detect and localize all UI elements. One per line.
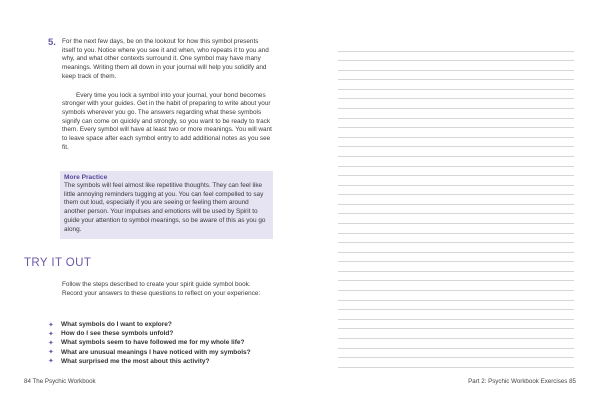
right-footer: Part 2: Psychic Workbook Exercises 85: [468, 378, 576, 385]
step-5: [48, 37, 272, 152]
intro-text: Follow the steps described to create your spirit guide symbol book. Record your answers to these questions to reflect on your experience:: [62, 281, 261, 297]
writing-line: [338, 42, 574, 52]
writing-line: [338, 339, 574, 349]
more-practice-box: [60, 171, 273, 239]
writing-line: [338, 291, 574, 301]
body-paragraph: Every time you lock a symbol into your journal, your bond becomes stronger with your guides. Get in the habit of preparing to write about your symbols wherever you go. The answers regarding what these symbols signify can come on quickly and strongly, so you want to be ready to track them. Every symbol will have at least two or more meanings. You will want to leave space after each symbol entry to add additional notes as you see fit.: [62, 91, 272, 151]
writing-line: [338, 281, 574, 291]
step-text: For the next few days, be on the lookout for how this symbol presents itself to you. Notice where you see it and when, who repeats it to you and why, and what other contexts surround it. One symbol may have many meanings. Writing them all down in your journal will help you solidify and keep track of them.: [62, 38, 269, 80]
writing-line: [338, 167, 574, 177]
writing-line: [338, 138, 574, 148]
writing-line: [338, 262, 574, 272]
writing-line: [338, 61, 574, 71]
question-list: [48, 320, 288, 366]
left-footer: 84 The Psychic Workbook: [24, 378, 96, 385]
ruled-writing-lines: [338, 42, 574, 368]
writing-line: [338, 195, 574, 205]
writing-line: [338, 119, 574, 129]
writing-line: [338, 224, 574, 234]
writing-line: [338, 147, 574, 157]
writing-line: [338, 52, 574, 62]
writing-line: [338, 90, 574, 100]
writing-line: [338, 80, 574, 90]
writing-line: [338, 109, 574, 119]
intro-text-block: [62, 281, 272, 298]
question-item: [48, 357, 288, 366]
question-text: What symbols do I want to explore?: [61, 321, 172, 329]
star-bullet-icon: ✦: [48, 339, 54, 347]
star-bullet-icon: ✦: [48, 330, 54, 338]
writing-line: [338, 349, 574, 359]
writing-line: [338, 358, 574, 368]
writing-line: [338, 301, 574, 311]
section-heading: TRY IT OUT: [24, 257, 92, 269]
question-item: [48, 338, 288, 347]
question-text: What are unusual meanings I have noticed with my symbols?: [61, 348, 251, 356]
question-text: What symbols seem to have followed me for my whole life?: [61, 339, 245, 347]
question-text: What surprised me the most about this activity?: [61, 357, 210, 365]
writing-line: [338, 310, 574, 320]
writing-line: [338, 128, 574, 138]
star-bullet-icon: ✦: [48, 321, 54, 329]
writing-line: [338, 214, 574, 224]
writing-line: [338, 99, 574, 109]
writing-line: [338, 205, 574, 215]
star-bullet-icon: ✦: [48, 358, 54, 366]
writing-line: [338, 253, 574, 263]
question-text: How do I see these symbols unfold?: [61, 330, 174, 338]
writing-line: [338, 71, 574, 81]
question-item: [48, 348, 288, 357]
writing-line: [338, 329, 574, 339]
writing-line: [338, 320, 574, 330]
writing-line: [338, 272, 574, 282]
writing-line: [338, 176, 574, 186]
writing-line: [338, 157, 574, 167]
question-item: [48, 329, 288, 338]
step-number: 5.: [48, 37, 56, 48]
more-practice-text: The symbols will feel almost like repetitive thoughts. They can feel like little annoying reminders tugging at you. You can feel compelled to say them out loud, especially if you are seeing or feeling them around another person. Your impulses and emotions will be used by Spirit to guide your attention to symbol meanings, so be aware of this as you go along.: [64, 182, 266, 233]
star-bullet-icon: ✦: [48, 349, 54, 357]
question-item: [48, 320, 288, 329]
more-practice-title: More Practice: [64, 174, 108, 181]
writing-line: [338, 234, 574, 244]
right-page: [300, 0, 600, 400]
writing-line: [338, 186, 574, 196]
writing-line: [338, 243, 574, 253]
